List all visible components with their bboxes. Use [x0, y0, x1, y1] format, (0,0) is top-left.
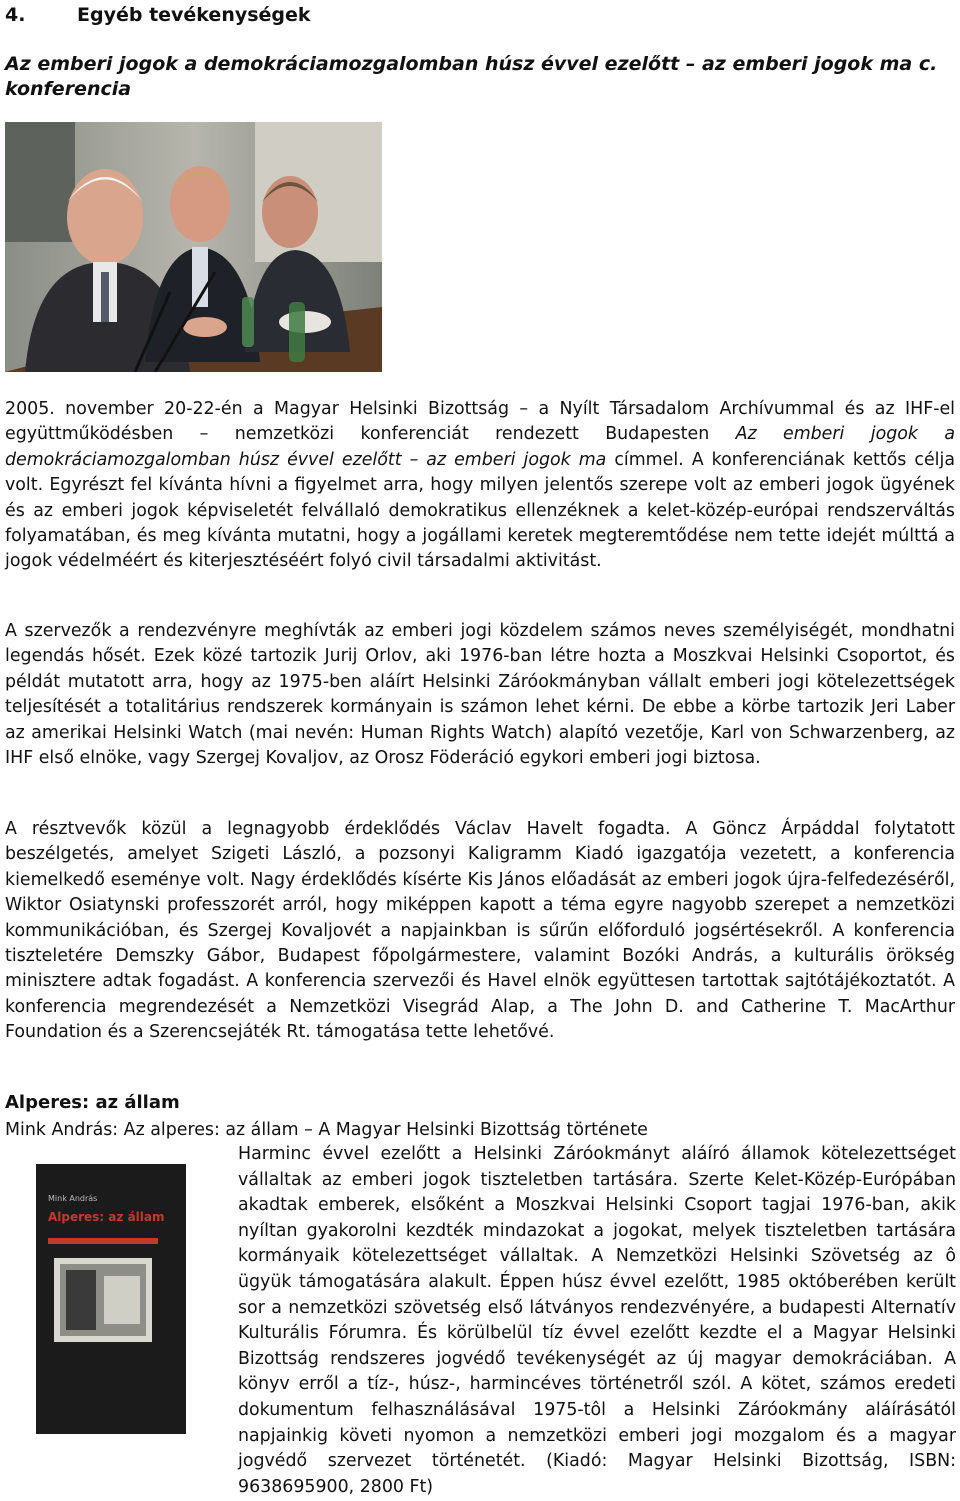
conference-title-italic: Az emberi jogok a demokráciamozgalomban húsz évvel ezelőtt – az emberi jogok ma [5, 424, 955, 470]
book-cover-title: Alperes: az állam [48, 1210, 165, 1224]
paragraph-1-intro: 2005. november 20-22-én a Magyar Helsinki Bizottság – a Nyílt Társadalom Archívummal és az IHF-el együttműködésben – nemzetközi konferenciát rendezett Budapesten [5, 399, 955, 445]
conference-photo [5, 122, 382, 372]
section-number: 4. [5, 4, 26, 26]
paragraph-3: A résztvevők közül a legnagyobb érdeklődés Václav Havelt fogadta. A Göncz Árpáddal folytatott beszélgetés, amelyet Szigeti László, a pozsonyi Kaligramm Kiadó igazgatója vezetett, a konferencia kiemelkedő eseménye volt. Nagy érdeklődés kísérte Kis János előadását az emberi jogok újra-felfedezéséről, Wiktor Osiatynski professzorét arról, hogy miképpen kapott a téma egyre nagyobb szerepet a nemzetközi kommunikációban, és Szergej Kovaljovét a napjainkban is sűrűn előforduló jogsértésekről. A konferencia tiszteletére Demszky Gábor, Budapest főpolgármestere, valamint Bozóki András, a kulturális örökség minisztere adtak fogadást. A konferencia szervezői és Havel elnök együttesen tartottak sajtótájékoztatót. A konferencia megrendezését a Nemzetközi Visegrád Alap, a The John D. and Catherine T. MacArthur Foundation és a Szerencsejáték Rt. támogatása tette lehetővé. [5, 819, 955, 1043]
book-cover-author: Mink András [48, 1194, 98, 1203]
book-cover-image [14, 1150, 194, 1440]
book-section-title: Alperes: az állam [5, 1092, 180, 1113]
book-byline: Mink András: Az alperes: az állam – A Magyar Helsinki Bizottság története [5, 1120, 648, 1140]
paragraph-2: A szervezők a rendezvényre meghívták az emberi jogi közdelem számos neves személyiségét, mondhatni legendás hősét. Ezek közé tartozik Jurij Orlov, aki 1976-ban létre hozta a Moszkvai Helsinki Csoportot, és példát mutatott arra, hogy az 1975-ben aláírt Helsinki Záróokmányban vállalt emberi jogi kötelezettségek teljesítését a totalitárius rendszerek kormányain is számon lehet kérni. De ebbe a körbe tartozik Jeri Laber az amerikai Helsinki Watch (mai nevén: Human Rights Watch) alapító vezetője, Karl von Schwarzenberg, az IHF első elnöke, vagy Szergej Kovaljov, az Orosz Föderáció egykori emberi jogi biztosa. [5, 621, 955, 769]
section-title: Egyéb tevékenységek [77, 4, 311, 26]
section-heading [5, 4, 311, 26]
paragraph-1-body: címmel. A konferenciának kettős célja volt. Egyrészt fel kívánta hívni a figyelmet arra, hogy milyen jelentős szerepe volt az emberi jogok ügyének és az emberi jogok képviseletét felvállaló demokratikus ellenzéknek a kelet-közép-európai rendszerváltás folyamatában, és meg kívánta mutatni, hogy a jogállami keretek megteremtődése nem tette idejét múlttá a jogok védelméért és kiterjesztéséért folyó civil társadalmi aktivitást. [5, 449, 955, 572]
paragraph-1 [5, 397, 955, 575]
book-description: Harminc évvel ezelőtt a Helsinki Záróokmányt aláíró államok kötelezettséget vállaltak az emberi jogok tiszteletben tartására. Szerte Kelet-Közép-Európában akadtak emberek, elsőként a Moszkvai Helsinki Csoport tagjai 1976-ban, akik nyíltan gyakorolni kezdték mindazokat a jogokat, melyek tiszteletben tartására kormányaik kötelezettséget vállaltak. A Nemzetközi Helsinki Szövetség az ô ügyük támogatására alakult. Éppen húsz évvel ezelőtt, 1985 októberében került sor a nemzetközi szövetség első látványos rendezvényére, a budapesti Alternatív Kulturális Fórumra. És körülbelül tíz évvel ezelőtt kezdte el a Magyar Helsinki Bizottság rendszeres jogvédő tevékenységét az új magyar demokráciában. A könyv erről a tíz-, húsz-, harmincéves történetről szól. A kötet, számos eredeti dokumentum felhasználásával 1975-tôl a Helsinki Záróokmány aláírásától napjainkig követi nyomon a nemzetközi emberi jogi mozgalom és a magyar jogvédő szervezet történetét. (Kiadó: Magyar Helsinki Bizottság, ISBN: 9638695900, 2800 Ft) [238, 1144, 956, 1497]
conference-photo-image [5, 122, 382, 372]
article-subtitle: Az emberi jogok a demokráciamozgalomban húsz évvel ezelőtt – az emberi jogok ma c. konferencia [5, 53, 938, 100]
